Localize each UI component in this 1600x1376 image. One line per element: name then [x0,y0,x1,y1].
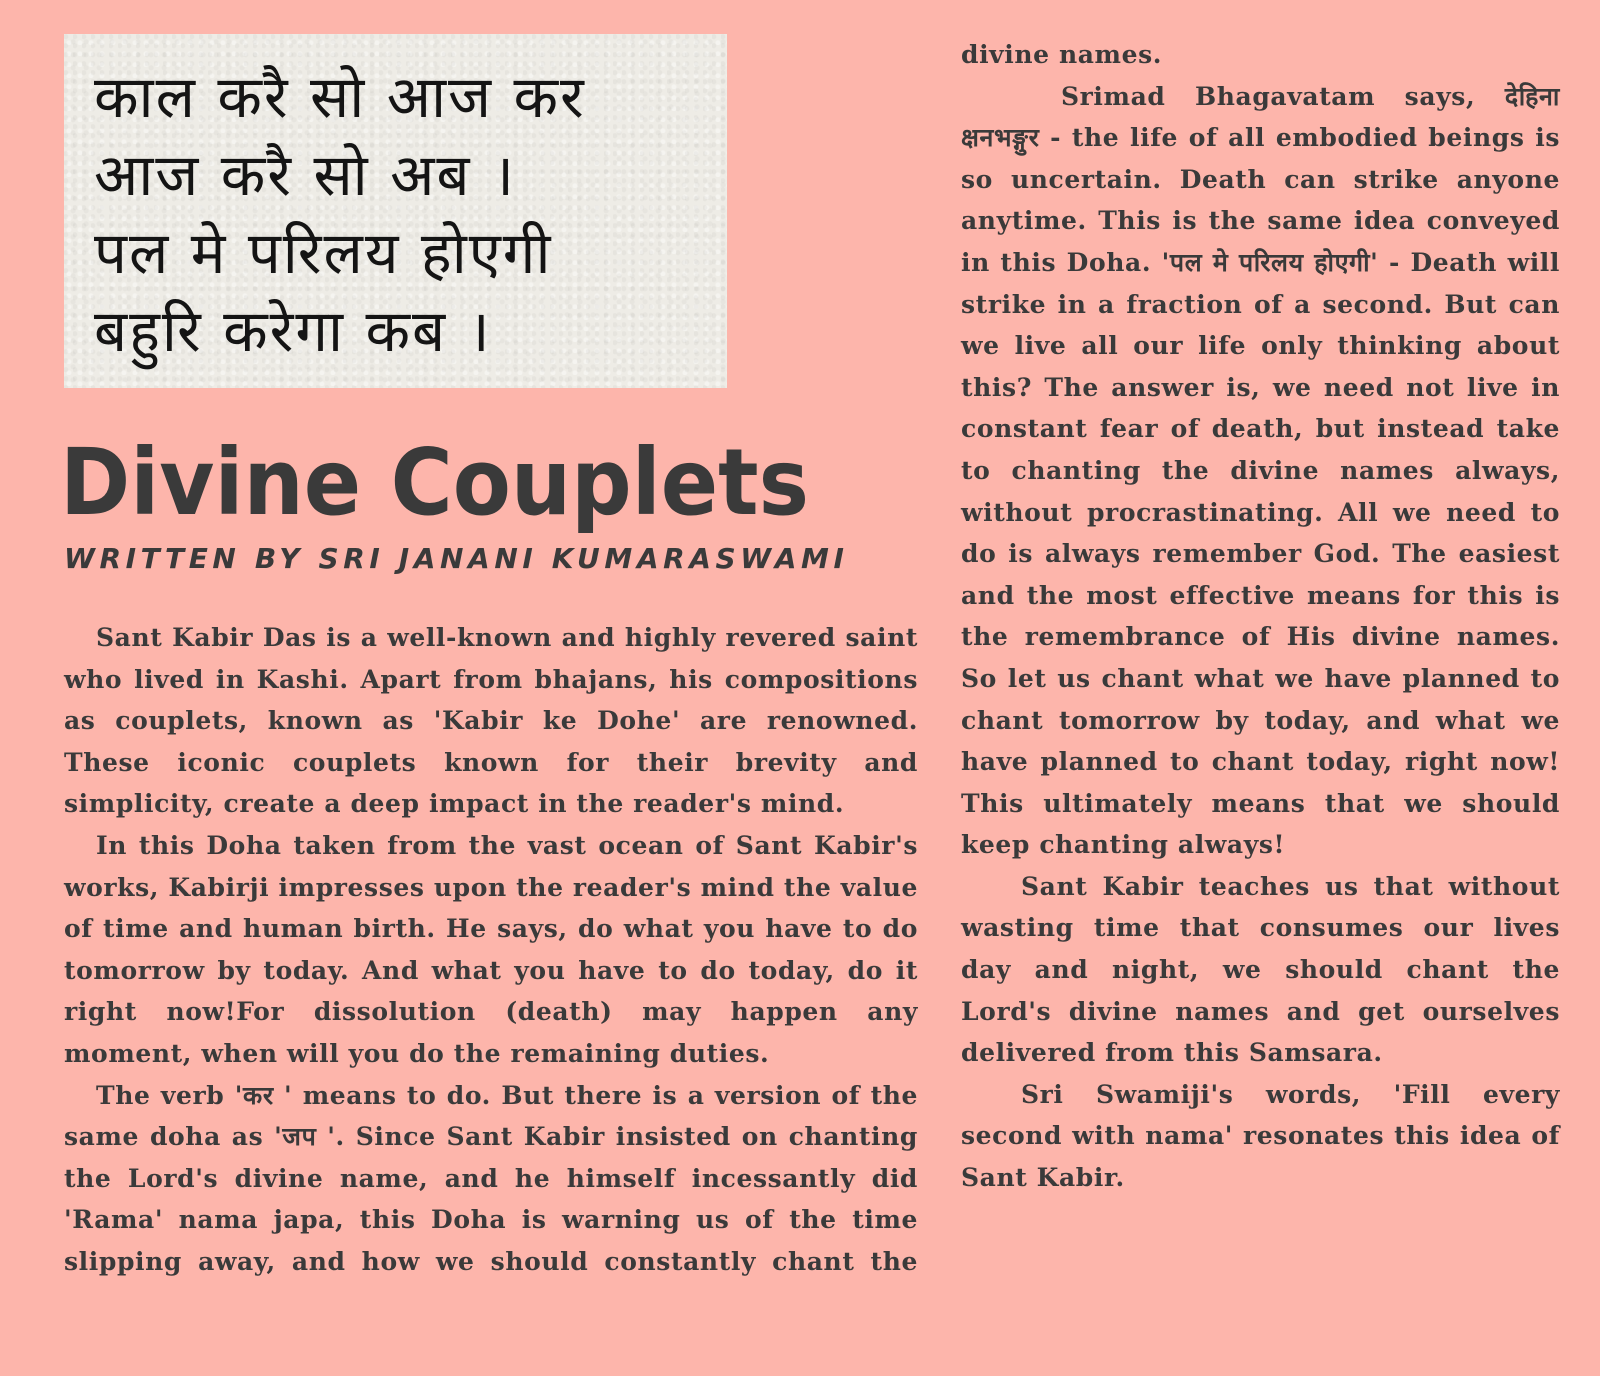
paragraph-bhagavatam: Srimad Bhagavatam says, देहिना क्षनभङ्गुर - the life of all embodied beings is so uncertain. Death can strike anyone anytime. This is the same idea conveyed in this Doha. 'पल मे परिलय होएगी' - Death will strike in a fraction of a second. But can we live all our life only thinking about this? The answer is, we need not live in constant fear of death, but instead take to chanting the divine names always, without procrastinating. All we need to do is always remember God. The easiest and the most effective means for this is the remembrance of His divine names. So let us chant what we have planned to chant tomorrow by today, and what we have planned to chant today, right now! This ultimately means that we should keep chanting always! [961,81,1560,860]
paragraph-verb-version: The verb 'कर ' means to do. But there is a version of the same doha as 'जप '. Since Sant Kabir insisted on chanting the Lord's divine name, and he himself incessantly did 'Rama' nama japa, this Doha is warning us of the time slipping away, and how we should constantly chant the [64,1080,918,1276]
body-column-right [961,34,1560,1199]
paragraph-kabir-teaching: Sant Kabir teaches us that without wasting time that consumes our lives day and night, we should chant the Lord's divine names and get ourselves delivered from this Samsara. [961,871,1560,1068]
paragraph-doha-meaning: In this Doha taken from the vast ocean of Sant Kabir's works, Kabirji impresses upon the reader's mind the value of time and human birth. He says, do what you have to do tomorrow by today. And what you have to do today, do it right now!For dissolution (death) may happen any moment, when will you do the remaining duties. [64,830,918,1068]
article-byline: WRITTEN BY SRI JANANI KUMARASWAMI [64,542,849,575]
doha-line-4: बहुरि करेगा कब । [94,297,492,365]
doha-line-1: काल करै सो आज कर [94,63,586,131]
paragraph-verb-version-continued: divine names. [961,40,1163,69]
article-title: Divine Couplets [60,429,809,536]
doha-image [64,34,727,388]
doha-line-3: पल मे परिलय होएगी [94,219,553,287]
body-column-left [64,617,918,1283]
paragraph-intro: Sant Kabir Das is a well-known and highly revered saint who lived in Kashi. Apart from bhajans, his compositions as couplets, known as 'Kabir ke Dohe' are renowned. These iconic couplets known for their brevity and simplicity, create a deep impact in the reader's mind. [64,623,918,819]
doha-line-2: आज करै सो अब । [94,141,516,209]
paragraph-swamiji-words: Sri Swamiji's words, 'Fill every second with nama' resonates this idea of Sant Kabir. [961,1079,1560,1193]
